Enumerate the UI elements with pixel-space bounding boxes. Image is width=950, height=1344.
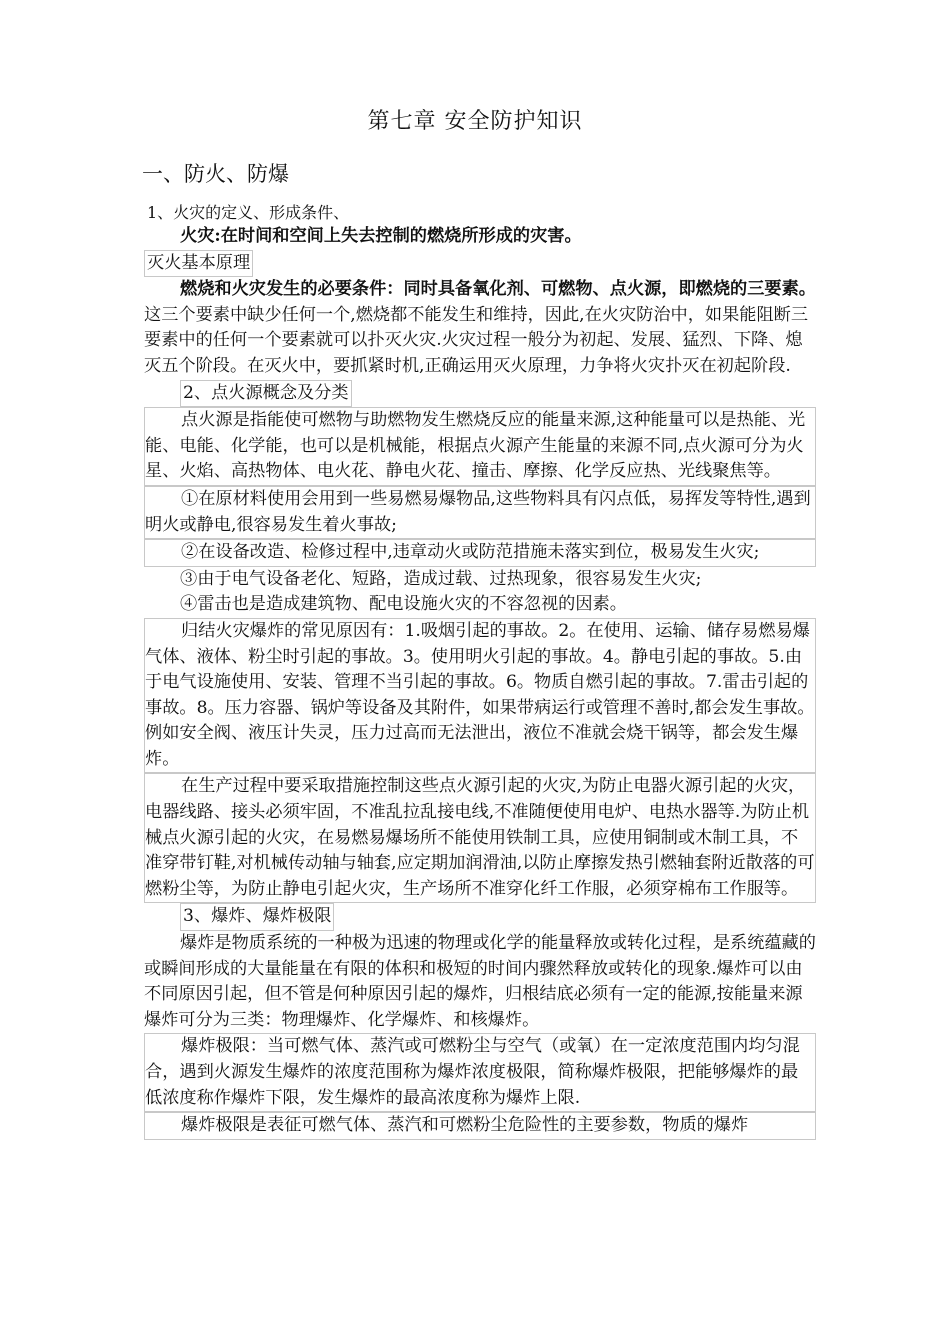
subsection-heading-2: 2、点火源概念及分类 [180,380,352,408]
list-item-4: ④雷击也是造成建筑物、配电设施火灾的不容忽视的因素。 [180,594,627,615]
conditions-rest: 这三个要素中缺少任何一个,燃烧都不能发生和维持，因此,在火灾防治中，如果能阻断三要素中的任何一个要素就可以扑灭火灾.火灾过程一般分为初起、发展、猛烈、下降、熄灭五个阶段。在灭火中，要抓紧时机,正确运用灭火原理，力争将火灾扑灭在初起阶段. [144,304,809,376]
document-body [144,224,816,1140]
chapter-title: 第七章 安全防护知识 [367,109,583,134]
paragraph-control: 在生产过程中要采取措施控制这些点火源引起的火灾,为防止电器火源引起的火灾，电器线路、接头必须牢固，不准乱拉乱接电线,不准随便使用电炉、电热水器等.为防止机械点火源引起的火灾，在易燃易爆场所不能使用铁制工具，应使用铜制或木制工具，不准穿带钉鞋,对机械传动轴与轴套,应定期加润滑油,以防止摩擦发热引燃轴套附近散落的可燃粉尘等，为防止静电引起火灾，生产场所不准穿化纤工作服，必须穿棉布工作服等。 [144,773,816,903]
list-item-2: ②在设备改造、检修过程中,违章动火或防范措施未落实到位，极易发生火灾; [144,539,816,567]
fire-definition: 火灾:在时间和空间上失去控制的燃烧所形成的灾害。 [180,226,582,246]
list-item-1: ①在原材料使用会用到一些易燃易爆物品,这些物料具有闪点低，易挥发等特性,遇到明火或静电,很容易发生着火事故; [144,486,816,539]
subsection-heading-1: 1、火灾的定义、形成条件、 [147,203,350,222]
paragraph-causes: 归结火灾爆炸的常见原因有：1.吸烟引起的事故。2。在使用、运输、储存易燃易爆气体、液体、粉尘时引起的事故。3。使用明火引起的事故。4。静电引起的事故。5.由于电气设施使用、安装、管理不当引起的事故。6。物质自燃引起的事故。7.雷击引起的事故。8。压力容器、锅炉等设备及其附件，如果带病运行或管理不善时,都会发生事故。例如安全阀、液压计失灵，压力过高而无法泄出，液位不准就会烧干锅等，都会发生爆炸。 [144,618,816,774]
conditions-bold: 燃烧和火灾发生的必要条件：同时具备氧化剂、可燃物、点火源，即燃烧的三要素。 [180,279,816,300]
paragraph-explosion: 爆炸是物质系统的一种极为迅速的物理或化学的能量释放或转化过程，是系统蕴藏的或瞬间形成的大量能量在有限的体积和极短的时间内骤然释放或转化的现象.爆炸可以由不同原因引起，但不管是何种原因引起的爆炸，归根结底必须有一定的能源,按能量来源爆炸可分为三类：物理爆炸、化学爆炸、和核爆炸。 [144,933,816,1030]
paragraph-ignition: 点火源是指能使可燃物与助燃物发生燃烧反应的能量来源,这种能量可以是热能、光能、电能、化学能，也可以是机械能，根据点火源产生能量的来源不同,点火源可分为火星、火焰、高热物体、电火花、静电火花、撞击、摩擦、化学反应热、光线聚焦等。 [144,407,816,486]
paragraph-limit: 爆炸极限：当可燃气体、蒸汽或可燃粉尘与空气（或氧）在一定浓度范围内均匀混合，遇到火源发生爆炸的浓度范围称为爆炸浓度极限，简称爆炸极限，把能够爆炸的最低浓度称作爆炸下限，发生爆炸的最高浓度称为爆炸上限. [144,1033,816,1112]
principle-label: 灭火基本原理 [144,250,253,278]
subsection-heading-3: 3、爆炸、爆炸极限 [180,903,334,931]
paragraph-limit-2: 爆炸极限是表征可燃气体、蒸汽和可燃粉尘危险性的主要参数，物质的爆炸 [144,1112,816,1140]
paragraph-conditions [144,277,816,379]
list-item-3: ③由于电气设备老化、短路，造成过载、过热现象，很容易发生火灾; [180,568,702,589]
section-heading: 一、防火、防爆 [142,162,289,186]
